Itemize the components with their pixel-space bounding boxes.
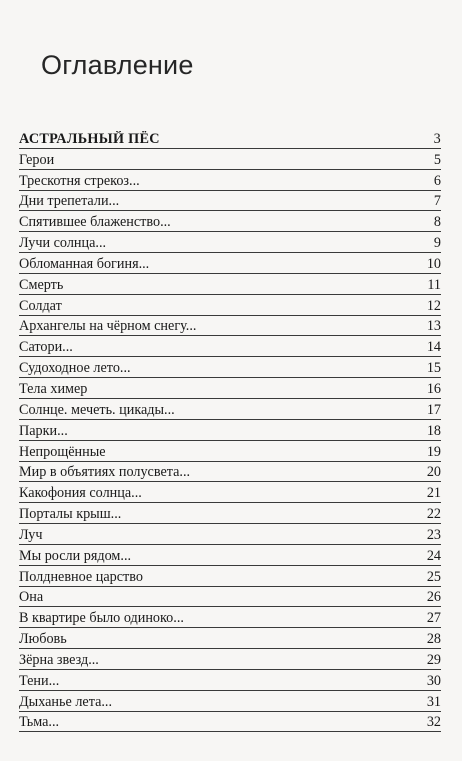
toc-entry-page: 5 bbox=[433, 151, 441, 168]
toc-entry-title: Герои bbox=[19, 151, 55, 168]
toc-entry-title: Архангелы на чёрном снегу... bbox=[19, 318, 197, 335]
toc-entry bbox=[19, 670, 441, 691]
toc-entry-title: Луч bbox=[19, 526, 43, 543]
toc-entry bbox=[19, 482, 441, 503]
toc-entry bbox=[19, 399, 441, 420]
toc-entry-title: Тени... bbox=[19, 672, 60, 689]
toc-entry-title: Сатори... bbox=[19, 339, 73, 356]
toc-entry-title: Любовь bbox=[19, 631, 67, 648]
toc-entry-page: 11 bbox=[427, 276, 441, 293]
toc-entry bbox=[19, 149, 441, 170]
toc-entry-page: 30 bbox=[426, 672, 441, 689]
toc-entry-title: Мы росли рядом... bbox=[19, 547, 132, 564]
toc-entry bbox=[19, 420, 441, 441]
toc-entry-page: 28 bbox=[426, 631, 441, 648]
toc-entry bbox=[19, 295, 441, 316]
toc-entry-title: АСТРАЛЬНЫЙ ПЁС bbox=[19, 130, 160, 147]
toc-entry-page: 17 bbox=[426, 401, 441, 418]
toc-entry-title: Непрощённые bbox=[19, 443, 106, 460]
toc-entry-page: 6 bbox=[433, 172, 441, 189]
toc-entry bbox=[19, 170, 441, 191]
toc-entry bbox=[19, 441, 441, 462]
toc-entry-page: 29 bbox=[426, 651, 441, 668]
toc-entry-page: 19 bbox=[426, 443, 441, 460]
toc-entry-title: Тела химер bbox=[19, 380, 88, 397]
toc-entry-page: 13 bbox=[426, 318, 441, 335]
toc-entry bbox=[19, 712, 441, 733]
toc-entry bbox=[19, 628, 441, 649]
toc-entry bbox=[19, 191, 441, 212]
toc-entry-title: Тьма... bbox=[19, 714, 60, 731]
toc-entry-title: Лучи солнца... bbox=[19, 235, 107, 252]
toc-entry-page: 24 bbox=[426, 547, 441, 564]
toc-entry-page: 3 bbox=[433, 130, 441, 147]
toc-entry bbox=[19, 357, 441, 378]
toc-entry-title: Дни трепетали... bbox=[19, 193, 120, 210]
toc-entry bbox=[19, 462, 441, 483]
toc-entry-page: 10 bbox=[426, 255, 441, 272]
toc-entry bbox=[19, 587, 441, 608]
toc-entry bbox=[19, 274, 441, 295]
toc-entry-page: 9 bbox=[433, 235, 441, 252]
toc-entry-title: Обломанная богиня... bbox=[19, 255, 150, 272]
toc-entry-title: Солнце. мечеть. цикады... bbox=[19, 401, 175, 418]
toc-entry-page: 12 bbox=[426, 297, 441, 314]
toc-entry bbox=[19, 545, 441, 566]
toc-entry-title: Парки... bbox=[19, 422, 68, 439]
toc-entry-page: 20 bbox=[426, 464, 441, 481]
toc-entry-page: 23 bbox=[426, 526, 441, 543]
table-of-contents bbox=[19, 128, 441, 732]
toc-entry-page: 15 bbox=[426, 360, 441, 377]
toc-entry-page: 14 bbox=[426, 339, 441, 356]
toc-entry bbox=[19, 316, 441, 337]
toc-entry bbox=[19, 378, 441, 399]
toc-entry bbox=[19, 128, 441, 149]
toc-entry-title: Солдат bbox=[19, 297, 62, 314]
toc-entry-title: Судоходное лето... bbox=[19, 360, 131, 377]
toc-entry-page: 31 bbox=[426, 693, 441, 710]
toc-entry bbox=[19, 232, 441, 253]
toc-entry bbox=[19, 691, 441, 712]
toc-entry-title: Смерть bbox=[19, 276, 64, 293]
toc-entry-title: Она bbox=[19, 589, 44, 606]
toc-entry-page: 18 bbox=[426, 422, 441, 439]
toc-entry bbox=[19, 211, 441, 232]
toc-entry-title: Спятившее блаженство... bbox=[19, 214, 171, 231]
toc-entry-page: 21 bbox=[426, 485, 441, 502]
toc-entry bbox=[19, 607, 441, 628]
toc-entry bbox=[19, 566, 441, 587]
toc-entry-title: Мир в объятиях полусвета... bbox=[19, 464, 191, 481]
toc-entry-title: Дыханье лета... bbox=[19, 693, 113, 710]
toc-entry-page: 7 bbox=[433, 193, 441, 210]
toc-entry bbox=[19, 253, 441, 274]
toc-entry-title: Трескотня стрекоз... bbox=[19, 172, 140, 189]
toc-entry-page: 25 bbox=[426, 568, 441, 585]
toc-entry-page: 27 bbox=[426, 610, 441, 627]
toc-entry-page: 32 bbox=[426, 714, 441, 731]
page-title: Оглавление bbox=[41, 50, 194, 80]
toc-entry-title: Полдневное царство bbox=[19, 568, 143, 585]
toc-entry-page: 8 bbox=[433, 214, 441, 231]
toc-entry-page: 26 bbox=[426, 589, 441, 606]
toc-entry-title: Зёрна звезд... bbox=[19, 651, 99, 668]
toc-entry-title: Порталы крыш... bbox=[19, 506, 122, 523]
toc-entry-page: 22 bbox=[426, 506, 441, 523]
toc-entry-title: В квартире было одиноко... bbox=[19, 610, 184, 627]
toc-entry-page: 16 bbox=[426, 380, 441, 397]
toc-entry bbox=[19, 524, 441, 545]
toc-entry-title: Какофония солнца... bbox=[19, 485, 142, 502]
toc-entry bbox=[19, 336, 441, 357]
toc-entry bbox=[19, 649, 441, 670]
toc-entry bbox=[19, 503, 441, 524]
